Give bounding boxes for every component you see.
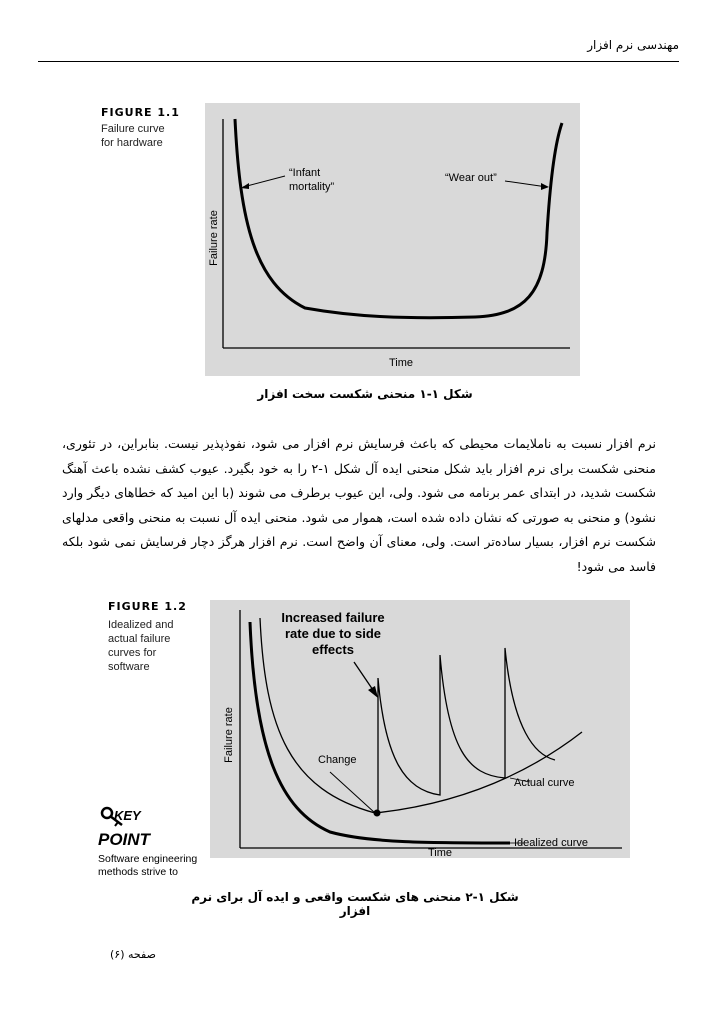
- running-header: مهندسی نرم افزار: [587, 38, 679, 52]
- figure-1-annotation-infant-line1: “Infant: [289, 167, 321, 179]
- figure-2-annotation-change: Change: [318, 754, 357, 766]
- keypoint-word-point: POINT: [98, 830, 150, 849]
- figure-1-annotation-infant-line2: mortality”: [289, 181, 335, 193]
- keypoint-key-icon: [98, 806, 197, 826]
- keypoint-logo: [98, 806, 197, 879]
- figure-2-annotation-side-effects-line1: Increased failure: [281, 610, 385, 625]
- keypoint-text: Software engineering methods strive to: [98, 853, 198, 878]
- figure-2-label: FIGURE 1.2: [108, 600, 187, 613]
- figure-2-legend-idealized: Idealized curve: [514, 837, 588, 849]
- figure-2-annotation-side-effects-line2: rate due to side: [284, 626, 382, 641]
- figure-2-description: Idealized and actual failure curves for software: [108, 619, 174, 673]
- body-paragraph: نرم افزار نسبت به ناملایمات محیطی که باعث فرسایش نرم افزار می شود، نفوذپذیر نیست. بنابراین، در تئوری، منحنی شکست برای نرم افزار باید شکل منحنی ایده آل شکل ۱-۲ را به خود بگیرد. عیوب کشف نشده باعث آهنگ شکست شدید، در ابتدای عمر برنامه می شود. ولی، این عیوب برطرف می شوند (با این امید که خطاهای دیگر وارد نشود) و منحنی به صورتی که نشان داده شده است، هموار می شود. منحنی ایده آل نسبت به منحنی واقعی مدلهای شکست نرم افزار، بسیار ساده‌تر است. ولی، معنای آن واضح است. نرم افزار هرگز دچار فرسایش نمی شود بلکه فاسد می شود!: [62, 436, 657, 574]
- figure-2-chart: [210, 600, 630, 858]
- figure-2-y-label: Failure rate: [223, 707, 235, 763]
- figure-2-x-label: Time: [427, 847, 453, 858]
- header-rule: [38, 61, 679, 62]
- figure-1-y-label: Failure rate: [208, 210, 220, 266]
- page-number: صفحه (۶): [110, 948, 156, 961]
- figure-2-caption: شکل ۱-۲ منحنی های شکست واقعی و ایده آل برای نرم افزار: [191, 890, 519, 918]
- figure-2-change-point: [374, 810, 381, 817]
- figure-1-caption: شکل ۱-۱ منحنی شکست سخت افزار: [257, 387, 473, 401]
- figure-2-legend-actual: Actual curve: [514, 777, 575, 789]
- figure-2-annotation-side-effects-line3: effects: [312, 642, 354, 657]
- keypoint-word-key: KEY: [114, 808, 141, 823]
- figure-1-x-label: Time: [388, 357, 414, 369]
- figure-1-annotation-wearout: “Wear out”: [445, 172, 497, 184]
- figure-1-description: Failure curve for hardware: [101, 123, 165, 149]
- figure-1-label: FIGURE 1.1: [101, 106, 180, 119]
- figure-1-chart: [205, 103, 580, 376]
